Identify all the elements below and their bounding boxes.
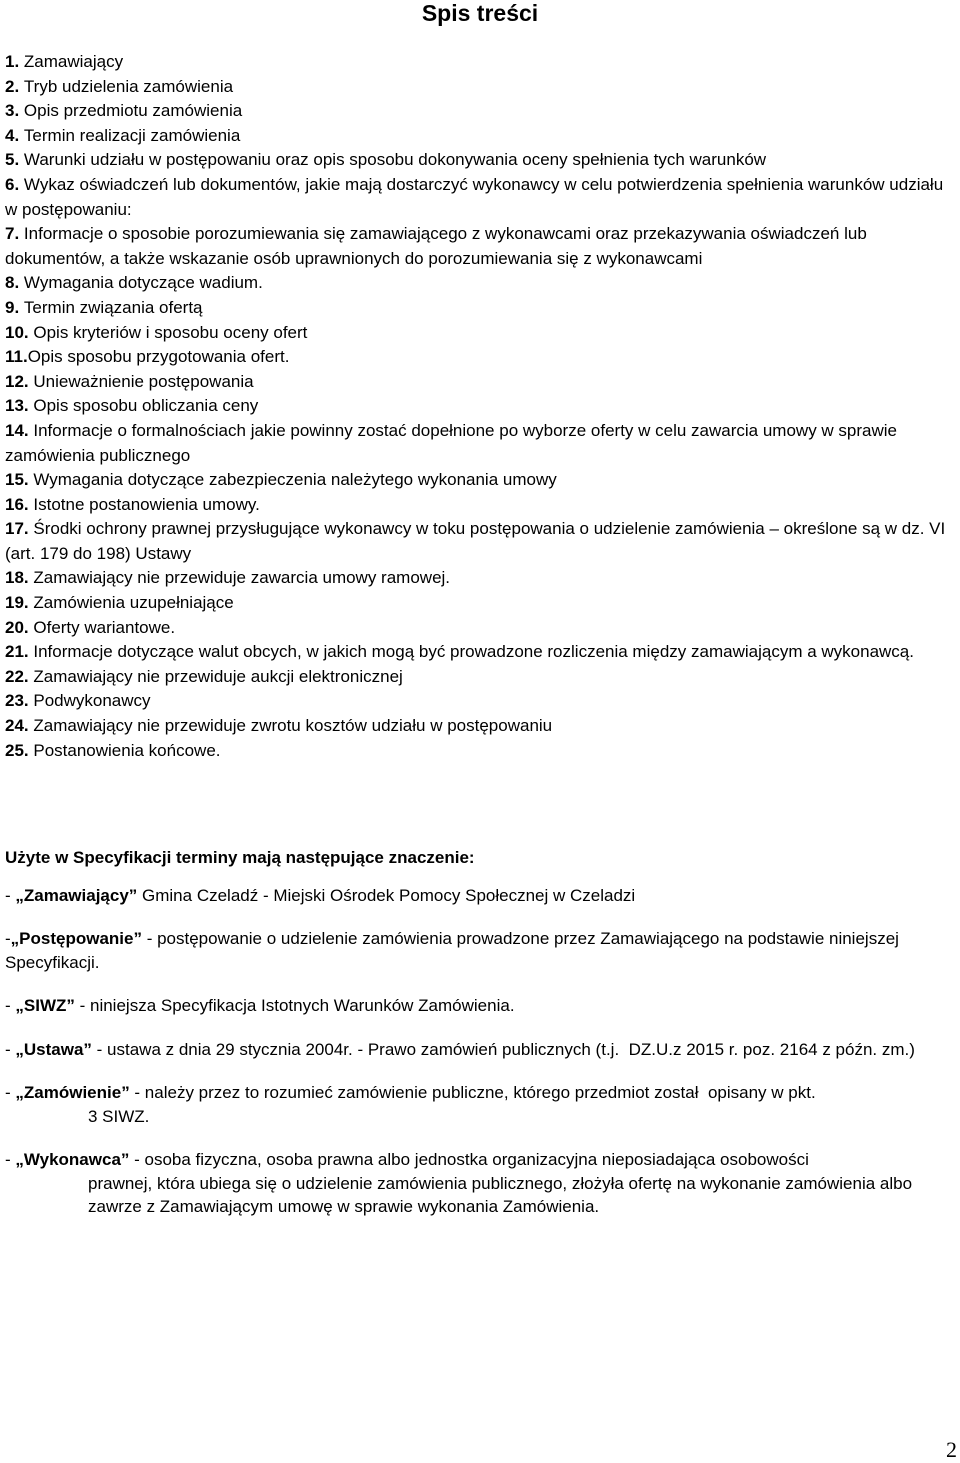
term-name: „Zamówienie” — [15, 1083, 130, 1102]
page-title: Spis treści — [421, 0, 539, 26]
toc-item-text: Warunki udziału w postępowaniu oraz opis sposobu dokonywania oceny spełnienia tych warunków — [23, 150, 767, 170]
term-name: „Ustawa” — [15, 1039, 92, 1059]
term-prefix: - — [5, 1150, 16, 1169]
term-text: - postępowanie o udzielenie zamówienia prowadzone przez Zamawiającego na podstawie niniejszej Specyfikacji. — [5, 929, 904, 972]
toc-item — [5, 493, 955, 518]
term-name: „Postępowanie” — [10, 929, 142, 948]
toc-item-number: 10. — [5, 322, 29, 342]
toc-item-text: Środki ochrony prawnej przysługujące wykonawcy w toku postępowania o udzielenie zamówienia – określone są w dz. VI (art. 179 do 198) Ustawy — [5, 519, 946, 563]
table-of-contents — [5, 50, 955, 763]
toc-item — [5, 321, 955, 346]
toc-item-number: 25. — [5, 740, 29, 760]
term-continuation: 3 SIWZ. — [88, 1106, 150, 1126]
term-definition — [5, 927, 955, 974]
toc-item — [5, 345, 955, 370]
term-name: „Zamawiający” — [15, 885, 138, 905]
toc-item — [5, 591, 955, 616]
toc-item — [5, 148, 955, 173]
toc-item-text: Opis przedmiotu zamówienia — [23, 101, 243, 121]
toc-item-text: Oferty wariantowe. — [33, 617, 176, 637]
toc-item-text: Opis sposobu obliczania ceny — [33, 396, 259, 416]
term-prefix: - — [5, 1039, 16, 1059]
toc-item-number: 12. — [5, 371, 29, 391]
toc-item-text: Zamawiający nie przewiduje aukcji elektronicznej — [33, 666, 403, 686]
term-prefix: - — [5, 1083, 16, 1102]
toc-item-number: 24. — [5, 716, 29, 736]
toc-item — [5, 566, 955, 591]
toc-item-number: 1. — [5, 52, 20, 71]
term-prefix: - — [5, 929, 11, 948]
toc-item-text: Istotne postanowienia umowy. — [33, 494, 260, 514]
toc-item — [5, 75, 955, 100]
toc-item-text: Zamówienia uzupełniające — [33, 593, 234, 613]
toc-item — [5, 468, 955, 493]
terms-section — [5, 846, 955, 1239]
toc-item-number: 18. — [5, 568, 29, 588]
toc-item — [5, 419, 955, 468]
term-definition — [5, 1081, 955, 1128]
term-text: - niniejsza Specyfikacja Istotnych Warunków Zamówienia. — [74, 996, 515, 1015]
toc-item — [5, 616, 955, 641]
toc-item-text: Termin realizacji zamówienia — [23, 125, 241, 145]
toc-item — [5, 124, 955, 149]
toc-item-number: 7. — [5, 224, 20, 244]
toc-item-number: 8. — [5, 273, 20, 293]
term-definition — [5, 1148, 955, 1219]
toc-item-number: 11. — [5, 347, 28, 367]
term-definition — [5, 1038, 955, 1062]
toc-item-text: Informacje o sposobie porozumiewania się zamawiającego z wykonawcami oraz przekazywania oświadczeń lub dokumentów, a także wskazanie osób uprawnionych do porozumiewania się z wykonawcami — [5, 224, 867, 268]
toc-item — [5, 689, 955, 714]
toc-item-number: 2. — [5, 76, 20, 96]
toc-item-text: Postanowienia końcowe. — [33, 740, 221, 760]
toc-item-number: 3. — [5, 101, 20, 121]
toc-item — [5, 222, 955, 271]
term-definition — [5, 994, 955, 1018]
toc-item-number: 15. — [5, 470, 29, 490]
page-number: 2 — [946, 1437, 957, 1462]
toc-item-text: Opis kryteriów i sposobu oceny ofert — [33, 322, 308, 342]
term-prefix: - — [5, 996, 16, 1015]
toc-item — [5, 99, 955, 124]
toc-item-text: Informacje o formalnościach jakie powinny zostać dopełnione po wyborze oferty w celu zawarcia umowy w sprawie zamówienia publicznego — [5, 420, 897, 465]
toc-item-number: 6. — [5, 174, 20, 194]
term-text: - należy przez to rozumieć zamówienie publiczne, którego przedmiot został opisany w pkt. — [129, 1083, 816, 1102]
toc-item — [5, 714, 955, 739]
toc-item-text: Zamawiający — [23, 52, 124, 71]
toc-item — [5, 271, 955, 296]
toc-item — [5, 173, 955, 222]
term-definition — [5, 884, 955, 908]
term-prefix: - — [5, 885, 16, 905]
term-name: „SIWZ” — [15, 996, 75, 1015]
toc-item — [5, 665, 955, 690]
toc-item — [5, 296, 955, 321]
toc-item-text: Wymagania dotyczące zabezpieczenia należytego wykonania umowy — [33, 470, 557, 490]
term-text: Gmina Czeladź - Miejski Ośrodek Pomocy Społecznej w Czeladzi — [137, 885, 636, 905]
toc-item-number: 5. — [5, 150, 20, 170]
term-text: - ustawa z dnia 29 stycznia 2004r. - Prawo zamówień publicznych (t.j. DZ.U.z 2015 r. poz. 2164 z późn. zm.) — [91, 1039, 915, 1059]
toc-item-number: 16. — [5, 494, 29, 514]
toc-item-number: 22. — [5, 666, 29, 686]
toc-item — [5, 370, 955, 395]
toc-item-number: 17. — [5, 519, 29, 539]
toc-item-number: 4. — [5, 125, 20, 145]
term-name: „Wykonawca” — [15, 1150, 130, 1169]
toc-item-text: Wymagania dotyczące wadium. — [23, 273, 263, 293]
toc-item-number: 14. — [5, 420, 29, 440]
toc-item-text: Unieważnienie postępowania — [33, 371, 254, 391]
toc-item-number: 19. — [5, 593, 29, 613]
terms-heading: Użyte w Specyfikacji terminy mają następujące znaczenie: — [5, 848, 475, 867]
toc-item — [5, 394, 955, 419]
toc-item-text: Zamawiający nie przewiduje zawarcia umowy ramowej. — [33, 568, 451, 588]
toc-item-text: Termin związania ofertą — [23, 297, 203, 317]
toc-item-number: 23. — [5, 691, 29, 711]
toc-item-text: Opis sposobu przygotowania ofert. — [27, 347, 290, 367]
toc-item-number: 21. — [5, 642, 29, 662]
term-continuation: prawnej, która ubiega się o udzielenie zamówienia publicznego, złożyła ofertę na wykonanie zamówienia albo zawrze z Zamawiającym umowę w sprawie wykonania Zamówienia. — [88, 1173, 913, 1216]
toc-item-text: Informacje dotyczące walut obcych, w jakich mogą być prowadzone rozliczenia między zamawiającym a wykonawcą. — [33, 642, 914, 662]
term-text: - osoba fizyczna, osoba prawna albo jednostka organizacyjna nieposiadająca osobowości — [129, 1150, 809, 1169]
toc-item — [5, 739, 955, 764]
toc-item — [5, 50, 955, 75]
toc-item-text: Wykaz oświadczeń lub dokumentów, jakie mają dostarczyć wykonawcy w celu potwierdzenia spełnienia warunków udziału w postępowaniu: — [5, 174, 944, 219]
toc-item-text: Zamawiający nie przewiduje zwrotu kosztów udziału w postępowaniu — [33, 716, 553, 736]
toc-item-number: 9. — [5, 297, 20, 317]
toc-item-number: 20. — [5, 617, 29, 637]
toc-item — [5, 517, 955, 566]
toc-item-text: Tryb udzielenia zamówienia — [23, 76, 234, 96]
toc-item — [5, 640, 955, 665]
toc-item-text: Podwykonawcy — [33, 691, 151, 711]
toc-item-number: 13. — [5, 396, 29, 416]
